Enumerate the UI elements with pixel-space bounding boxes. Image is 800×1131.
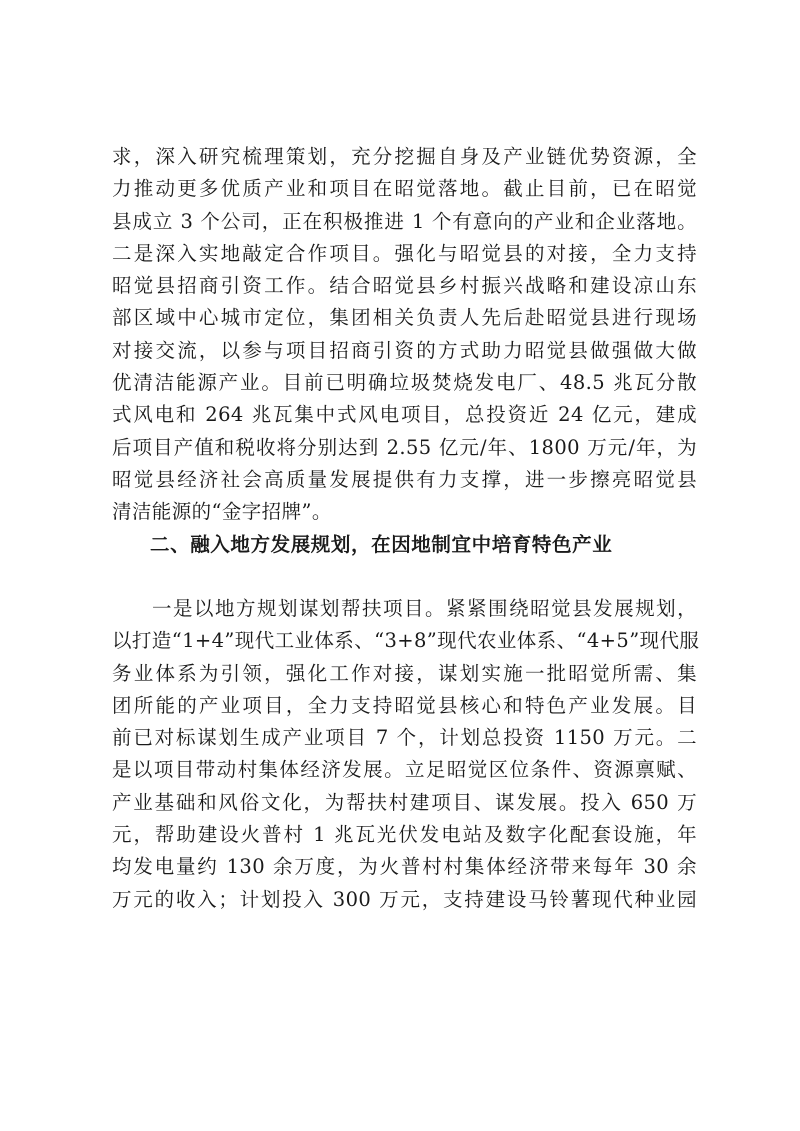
- text-line: 均发电量约 130 余万度，为火普村村集体经济带来每年 30 余: [112, 855, 697, 879]
- text-line: 县成立 3 个公司，正在积极推进 1 个有意向的产业和企业落地。: [112, 209, 697, 233]
- text-line: 以打造“1+4”现代工业体系、“3+8”现代农业体系、“4+5”现代服: [112, 629, 700, 653]
- body-text-upper: [112, 141, 697, 561]
- text-line: 求，深入研究梳理策划，充分挖掘自身及产业链优势资源，全: [112, 145, 697, 168]
- text-line: 前已对标谋划生成产业项目 7 个，计划总投资 1150 万元。二: [112, 726, 697, 750]
- text-line: 清洁能源的“金字招牌”。: [112, 500, 332, 524]
- text-line: 昭觉县招商引资工作。结合昭觉县乡村振兴战略和建设凉山东: [112, 274, 697, 298]
- text-line: 式风电和 264 兆瓦集中式风电项目，总投资近 24 亿元，建成: [112, 403, 697, 427]
- text-line: 一是以地方规划谋划帮扶项目。紧紧围绕昭觉县发展规划，: [152, 597, 697, 620]
- text-line: 优清洁能源产业。目前已明确垃圾焚烧发电厂、48.5 兆瓦分散: [112, 371, 697, 395]
- text-line: 二是深入实地敲定合作项目。强化与昭觉县的对接，全力支持: [112, 241, 697, 265]
- section-heading: 二、融入地方发展规划，在因地制宜中培育特色产业: [150, 532, 613, 556]
- text-line: 团所能的产业项目，全力支持昭觉县核心和特色产业发展。目: [112, 693, 697, 717]
- text-line: 昭觉县经济社会高质量发展提供有力支撑，进一步擦亮昭觉县: [112, 467, 697, 491]
- text-line: 后项目产值和税收将分别达到 2.55 亿元/年、1800 万元/年，为: [112, 435, 697, 459]
- text-line: 部区域中心城市定位，集团相关负责人先后赴昭觉县进行现场: [112, 306, 697, 330]
- text-line: 对接交流，以参与项目招商引资的方式助力昭觉县做强做大做: [112, 338, 697, 362]
- text-line: 是以项目带动村集体经济发展。立足昭觉区位条件、资源禀赋、: [112, 758, 697, 782]
- text-line: 万元的收入；计划投入 300 万元，支持建设马铃薯现代种业园: [112, 887, 697, 911]
- text-line: 务业体系为引领，强化工作对接，谋划实施一批昭觉所需、集: [112, 661, 697, 685]
- text-line: 元，帮助建设火普村 1 兆瓦光伏发电站及数字化配套设施，年: [112, 823, 697, 847]
- text-line: 产业基础和风俗文化，为帮扶村建项目、谋发展。投入 650 万: [112, 790, 697, 814]
- text-line: 力推动更多优质产业和项目在昭觉落地。截止目前，已在昭觉: [112, 177, 697, 201]
- body-text-lower: [112, 593, 700, 916]
